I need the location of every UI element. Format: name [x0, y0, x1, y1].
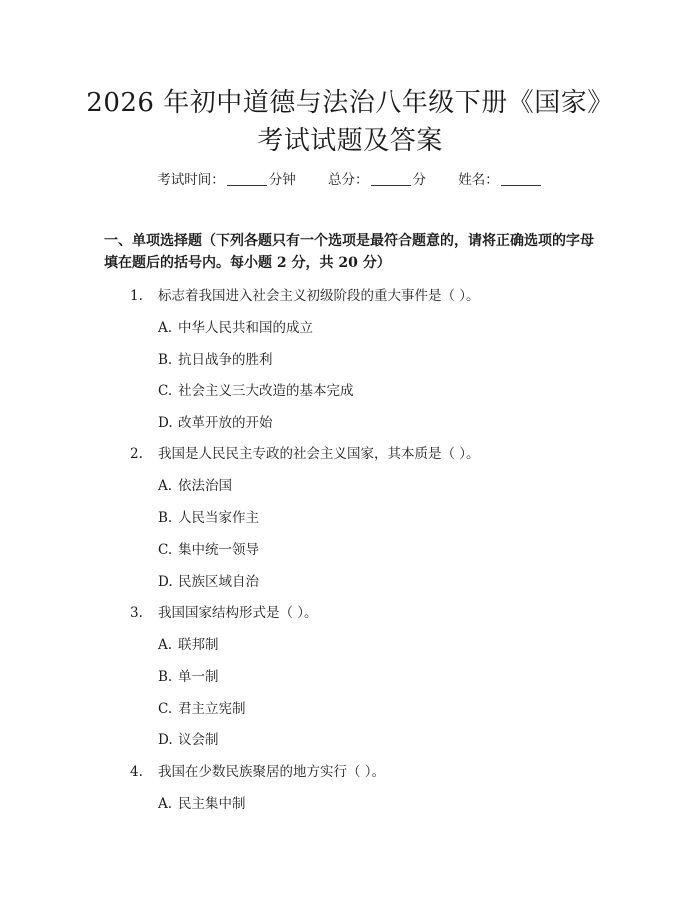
question-3-option-c [158, 697, 246, 717]
question-1-option-a [158, 316, 313, 336]
option-label: C. [158, 542, 173, 558]
exam-time-field [157, 168, 296, 188]
question-4-option-a [158, 792, 246, 812]
option-label: B. [158, 510, 173, 526]
student-name-field [458, 168, 543, 188]
total-score-unit: 分 [412, 172, 426, 188]
title-line-1: 2026 年初中道德与法治八年级下册《国家》 [86, 88, 614, 118]
section-heading: 一、单项选择题（下列各题只有一个选项是最符合题意的，请将正确选项的字母填在题后的括号内。每小题 2 分，共 20 分） [104, 233, 594, 271]
question-text: 标志着我国进入社会主义初级阶段的重大事件是（ ）。 [158, 288, 480, 304]
question-number: 3. [130, 605, 143, 621]
question-text: 我国是人民民主专政的社会主义国家，其本质是（ ）。 [158, 446, 480, 462]
option-label: A. [158, 320, 173, 336]
option-label: C. [158, 383, 173, 399]
option-label: A. [158, 478, 173, 494]
option-text: 中华人民共和国的成立 [178, 320, 313, 336]
question-3-option-b [158, 665, 219, 685]
option-text: 民主集中制 [178, 796, 246, 812]
question-2-option-b [158, 506, 259, 526]
student-name-label: 姓名： [458, 172, 499, 188]
option-text: 抗日战争的胜利 [178, 352, 273, 368]
exam-time-blank[interactable] [227, 171, 267, 186]
question-2 [130, 442, 480, 462]
question-2-option-d [158, 570, 259, 590]
option-text: 集中统一领导 [178, 542, 259, 558]
student-name-blank[interactable] [501, 171, 541, 186]
title-line-2: 考试试题及答案 [257, 126, 443, 156]
question-1-option-c [158, 379, 354, 399]
option-label: B. [158, 669, 173, 685]
question-1-option-b [158, 348, 273, 368]
option-label: D. [158, 415, 173, 431]
total-score-label: 总分： [328, 172, 369, 188]
question-4 [130, 760, 385, 780]
option-text: 议会制 [178, 732, 219, 748]
option-text: 联邦制 [178, 637, 219, 653]
option-label: A. [158, 637, 173, 653]
exam-time-unit: 分钟 [268, 172, 296, 188]
option-text: 民族区域自治 [178, 574, 259, 590]
question-3 [130, 601, 318, 621]
question-2-option-a [158, 474, 232, 494]
question-2-option-c [158, 538, 259, 558]
question-text: 我国国家结构形式是（ ）。 [158, 605, 318, 621]
option-text: 单一制 [178, 669, 219, 685]
option-label: D. [158, 574, 173, 590]
option-text: 依法治国 [178, 478, 232, 494]
question-number: 2. [130, 446, 143, 462]
option-text: 改革开放的开始 [178, 415, 273, 431]
question-1-option-d [158, 411, 273, 431]
option-text: 君主立宪制 [178, 701, 246, 717]
question-3-option-d [158, 728, 219, 748]
total-score-field [328, 168, 426, 188]
total-score-blank[interactable] [371, 171, 411, 186]
question-number: 4. [130, 764, 143, 780]
option-label: D. [158, 732, 173, 748]
option-label: B. [158, 352, 173, 368]
option-text: 社会主义三大改造的基本完成 [178, 383, 354, 399]
option-label: A. [158, 796, 173, 812]
question-3-option-a [158, 633, 219, 653]
question-number: 1. [130, 288, 143, 304]
exam-info-line [0, 168, 700, 188]
question-1 [130, 284, 480, 304]
exam-time-label: 考试时间： [157, 172, 225, 188]
option-text: 人民当家作主 [178, 510, 259, 526]
question-text: 我国在少数民族聚居的地方实行（ ）。 [158, 764, 386, 780]
option-label: C. [158, 701, 173, 717]
exam-title [0, 84, 700, 160]
